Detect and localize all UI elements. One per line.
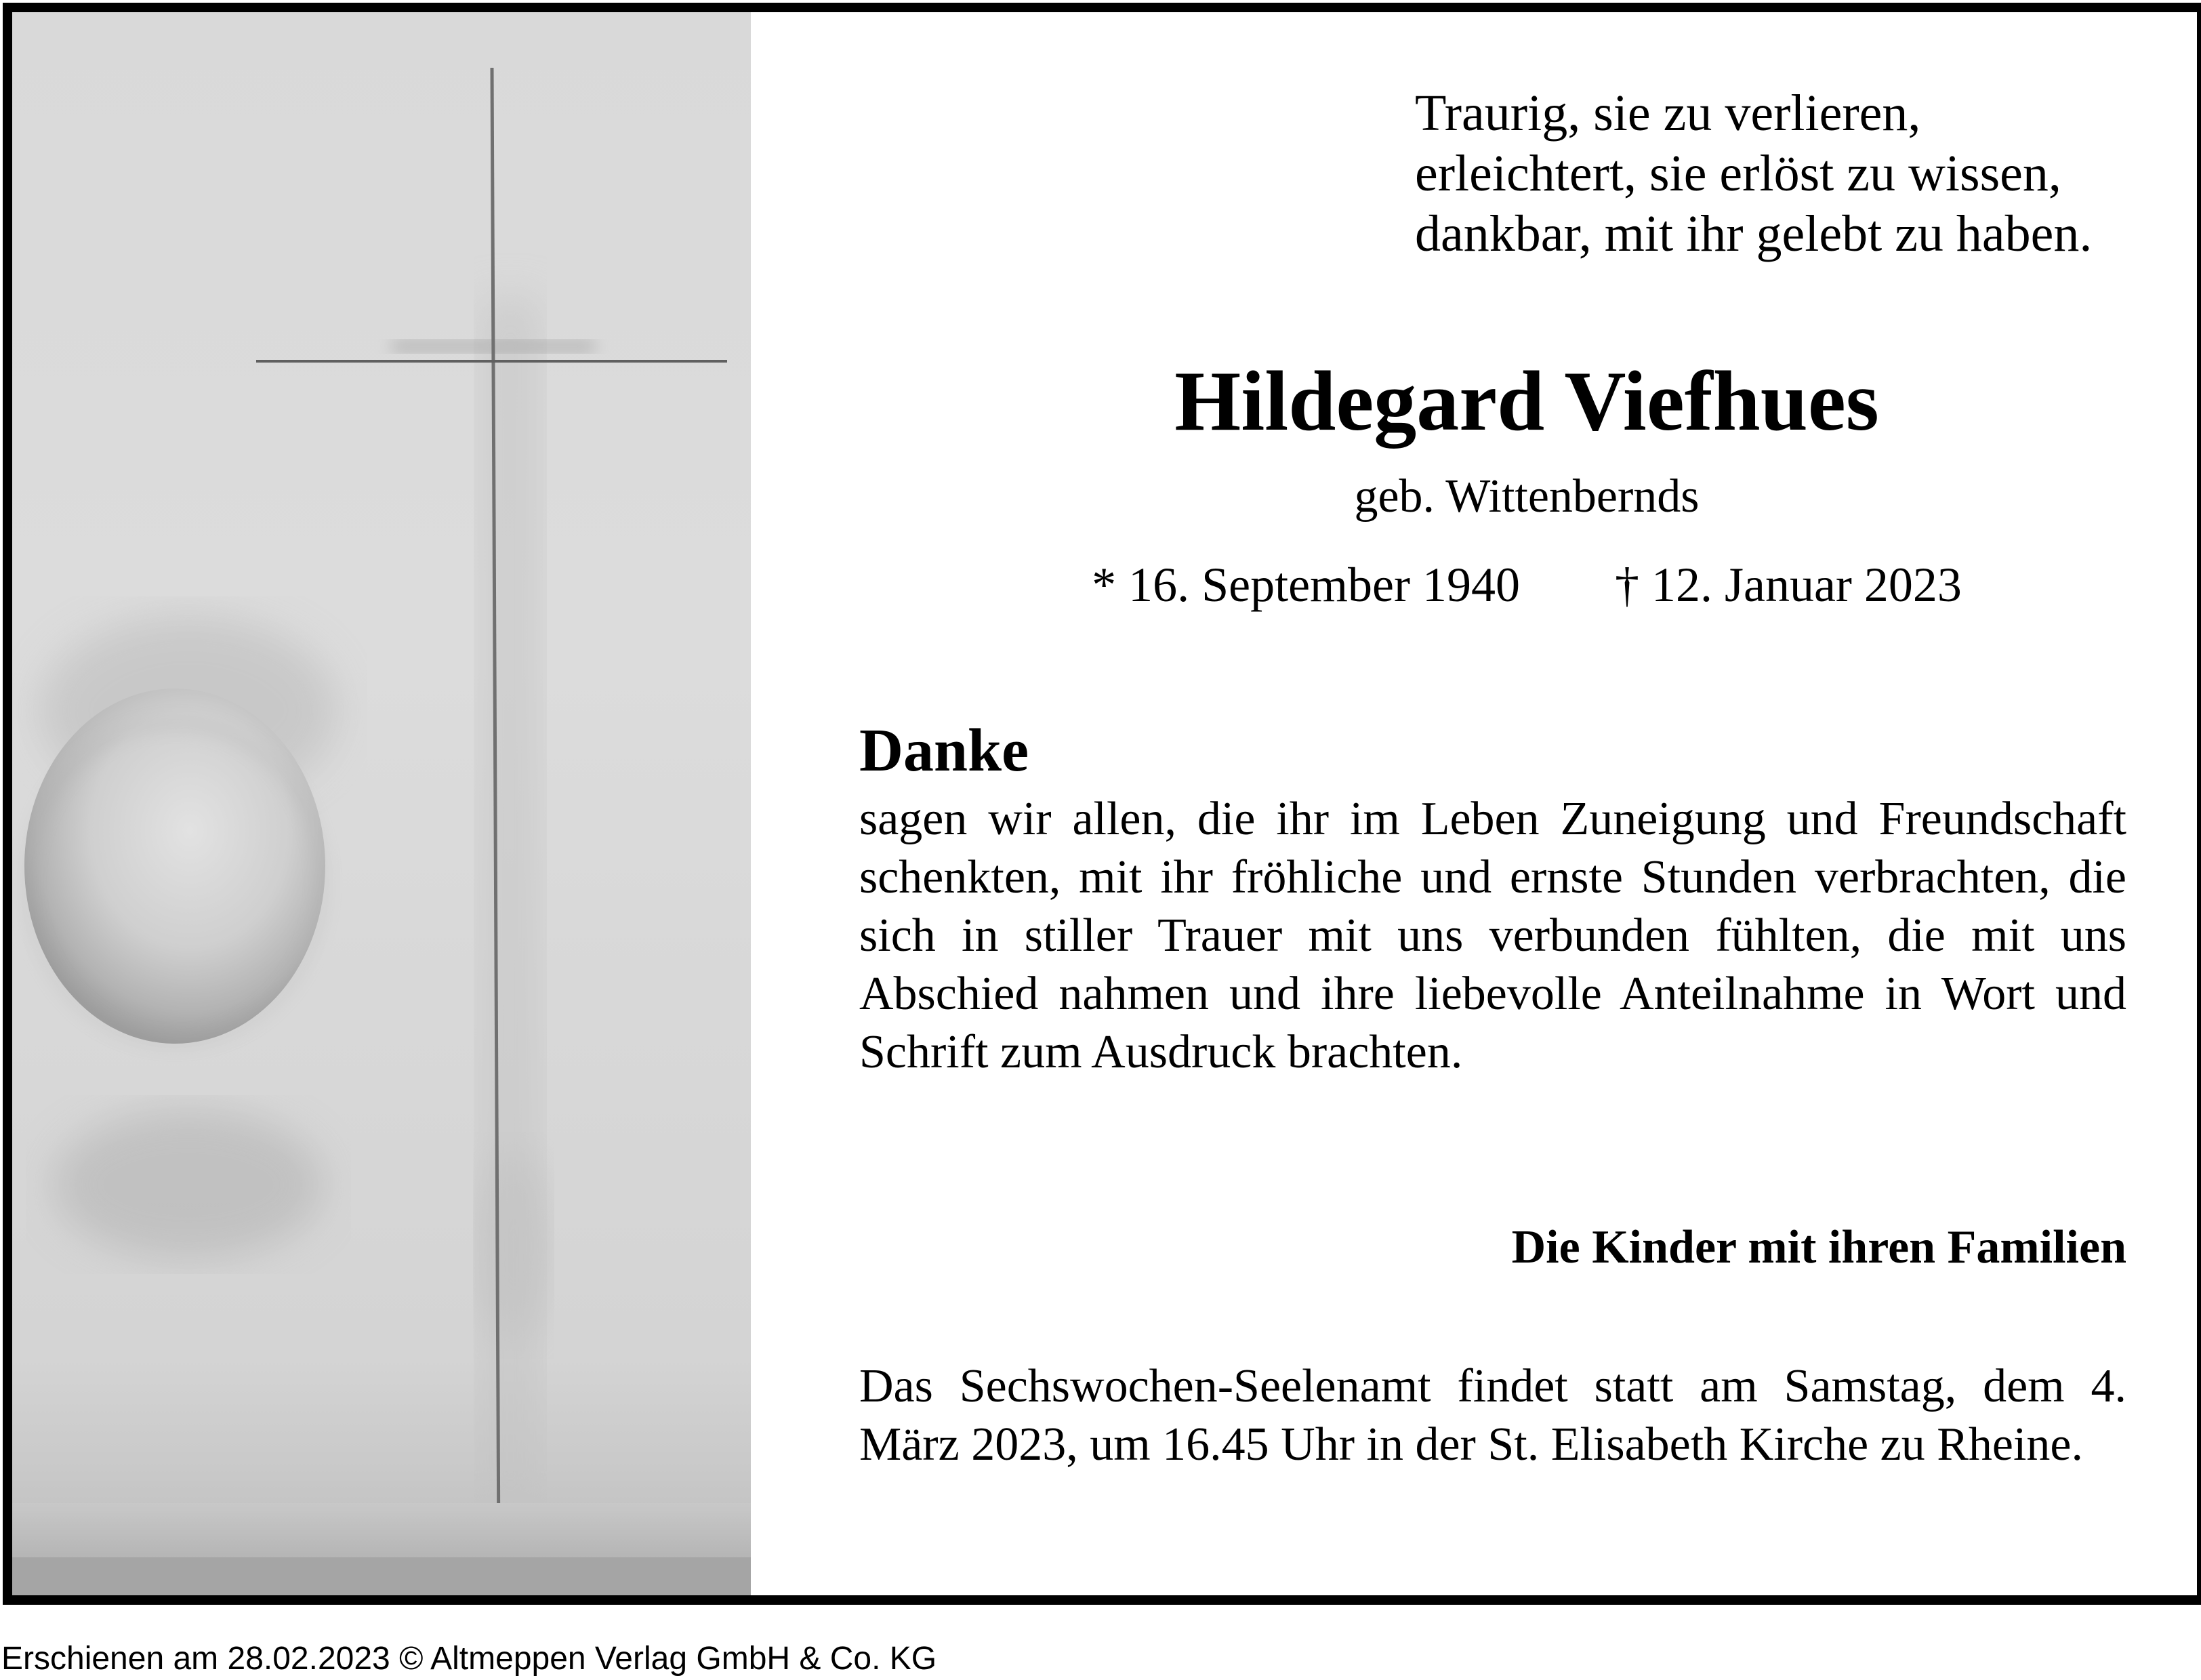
quote-line: dankbar, mit ihr gelebt zu haben. <box>1415 205 2093 262</box>
quote-line: Traurig, sie zu verlieren, <box>1415 85 1921 142</box>
publication-footer: Erschienen am 28.02.2023 © Altmeppen Verlag GmbH & Co. KG <box>1 1641 937 1677</box>
deceased-name: Hildegard Viefhues <box>1174 354 1879 449</box>
life-dates <box>751 554 2201 615</box>
signature: Die Kinder mit ihren Familien <box>1511 1221 2126 1273</box>
obituary-notice <box>3 3 2201 1605</box>
thanks-body: sagen wir allen, die ihr im Leben Zuneigung und Freundschaft schenkten, mit ihr fröhliche und ernste Stunden verbrachten, die sich in stiller Trauer mit uns verbunden fühlten, die mit uns Abschied nahmen und ihre liebevolle Anteilnahme in Wort und Schrift zum Ausdruck brachten. <box>859 793 2126 1078</box>
quote-line: erleichtert, sie erlöst zu wissen, <box>1415 145 2061 202</box>
text-area <box>751 12 2197 1595</box>
death-date: † 12. Januar 2023 <box>1614 558 1962 612</box>
cross-and-sphere-image <box>12 12 751 1595</box>
service-notice: Das Sechswochen-Seelenamt findet statt am Samstag, dem 4. März 2023, um 16.45 Uhr in der St. Elisabeth Kirche zu Rheine. <box>859 1360 2126 1471</box>
cross-icon <box>12 12 751 1595</box>
maiden-name: geb. Wittenbernds <box>1354 470 1700 523</box>
birth-date: * 16. September 1940 <box>1092 558 1520 612</box>
memorial-quote <box>1415 83 2092 264</box>
thanks-heading: Danke <box>859 717 1029 784</box>
